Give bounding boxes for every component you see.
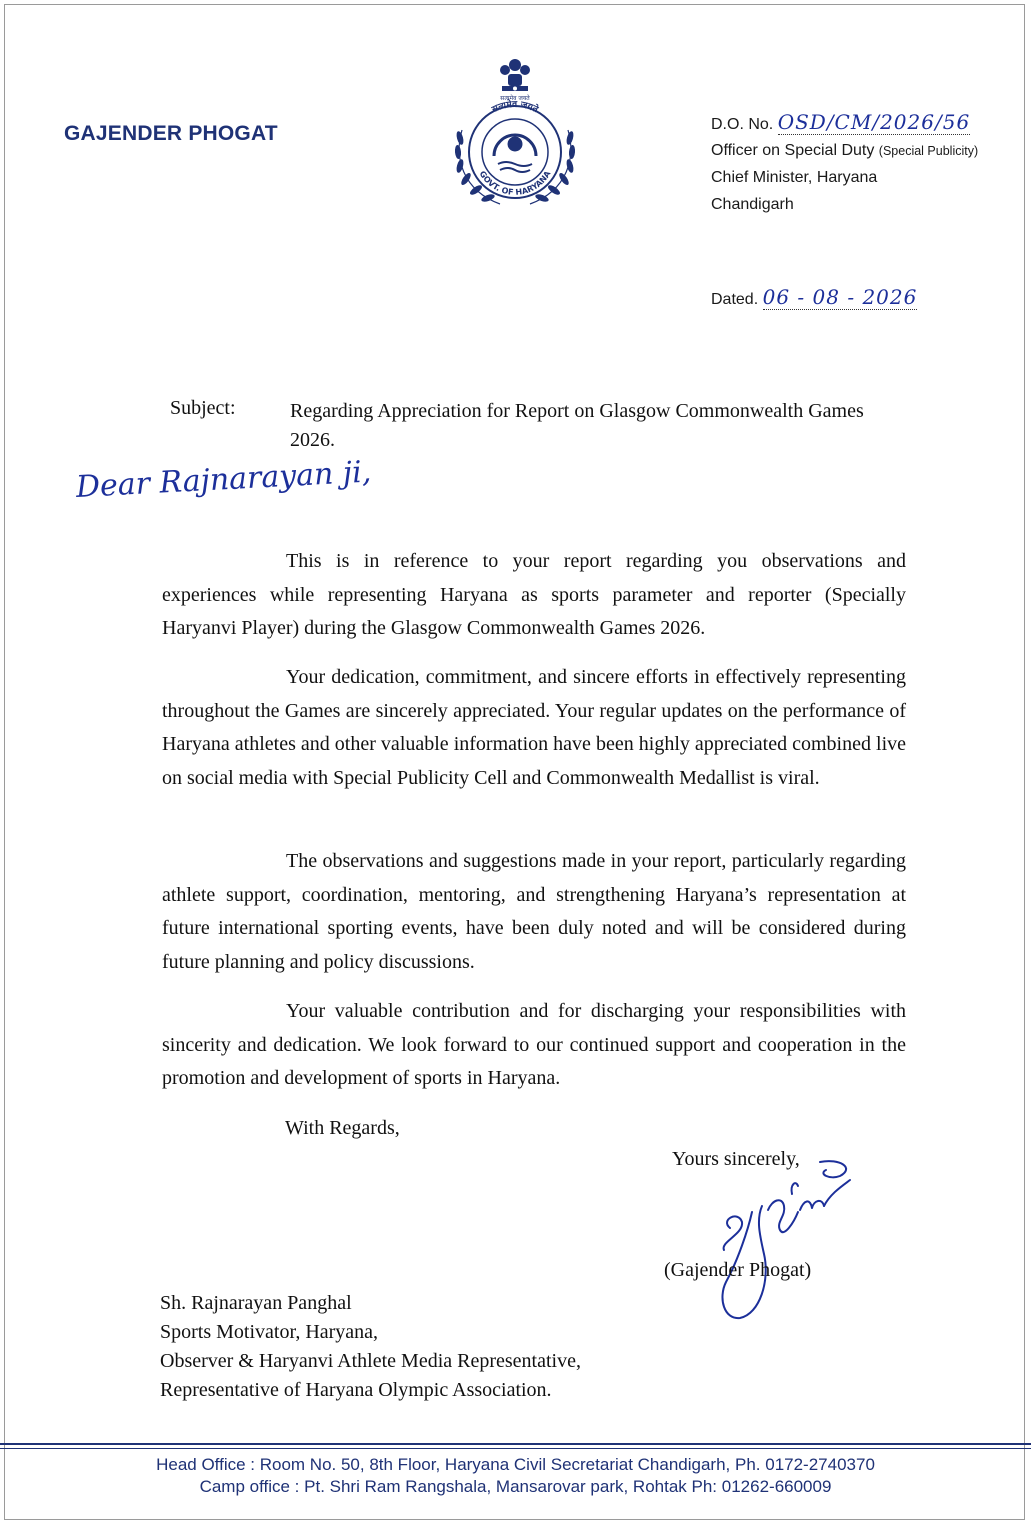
emblem-bottom-text: GOVT. OF HARYANA	[477, 169, 553, 197]
handwritten-signature	[690, 1150, 860, 1330]
salutation: Dear Rajnarayan ji,	[75, 454, 373, 505]
recipient-line-3: Representative of Haryana Olympic Association.	[160, 1379, 552, 1401]
footer-head-office: Head Office : Room No. 50, 8th Floor, Haryana Civil Secretariat Chandigarh, Ph. 0172-2740370	[156, 1455, 875, 1474]
subject-text: Regarding Appreciation for Report on Glasgow Commonwealth Games 2026.	[290, 400, 864, 451]
recipient-line-1: Sports Motivator, Haryana,	[160, 1321, 379, 1343]
footer-camp-office: Camp office : Pt. Shri Ram Rangshala, Mansarovar park, Rohtak Ph: 01262-660009	[199, 1477, 832, 1496]
with-regards: With Regards,	[285, 1117, 400, 1139]
recipient-name: Sh. Rajnarayan Panghal	[160, 1292, 352, 1314]
body-paragraph-2: Your dedication, commitment, and sincere efforts in effectively representing throughout the Games are sincerely appreciated. Your regular updates on the performance of Haryana athletes and other valuable information have been highly appreciated combined live on social media with Special Publicity Cell and Commonwealth Medallist is viral.	[162, 666, 906, 789]
dated-label: Dated.	[711, 291, 759, 308]
officer-name: GAJENDER PHOGAT	[64, 122, 278, 145]
dated-line	[711, 287, 917, 308]
designation-note: (Special Publicity)	[878, 144, 979, 158]
yours-sincerely: Yours sincerely,	[672, 1148, 800, 1170]
haryana-emblem-icon	[450, 52, 580, 212]
recipient-line-2: Observer & Haryanvi Athlete Media Representative,	[160, 1350, 581, 1372]
body-paragraph-4: Your valuable contribution and for discharging your responsibilities with sincerity and dedication. We look forward to our continued support and cooperation in the promotion and development of sports in Haryana.	[162, 1000, 906, 1089]
office-line: Chief Minister, Haryana	[711, 169, 878, 186]
designation-main: Officer on Special Duty	[711, 142, 875, 159]
do-number-line	[711, 112, 970, 133]
svg-text:सत्यमेव जयते	[490, 98, 541, 116]
footer-rule	[0, 1443, 1031, 1445]
footer-rule-thin	[0, 1448, 1031, 1449]
subject-label: Subject:	[170, 397, 236, 419]
body-paragraph-3: The observations and suggestions made in your report, particularly regarding athlete support, coordination, mentoring, and strengthening Haryana’s representation at future international sporting events, have been duly noted and will be considered during future planning and policy discussions.	[162, 850, 906, 973]
city-line: Chandigarh	[711, 196, 794, 213]
emblem-top-text: सत्यमेव जयते	[500, 95, 530, 102]
signatory-name: (Gajender Phogat)	[664, 1259, 812, 1281]
do-number: OSD/CM/2026/56	[777, 110, 971, 134]
designation-line	[711, 143, 978, 159]
emblem-ring-text: सत्यमेव जयते	[490, 99, 540, 116]
body-paragraph-1: This is in reference to your report regarding you observations and experiences while representing Haryana as sports parameter and reporter (Specially Haryanvi Player) during the Glasgow Commonwealth Games 2026.	[162, 550, 906, 639]
dated-value: 06 - 08 - 2026	[762, 285, 918, 309]
do-label: D.O. No.	[711, 116, 774, 133]
